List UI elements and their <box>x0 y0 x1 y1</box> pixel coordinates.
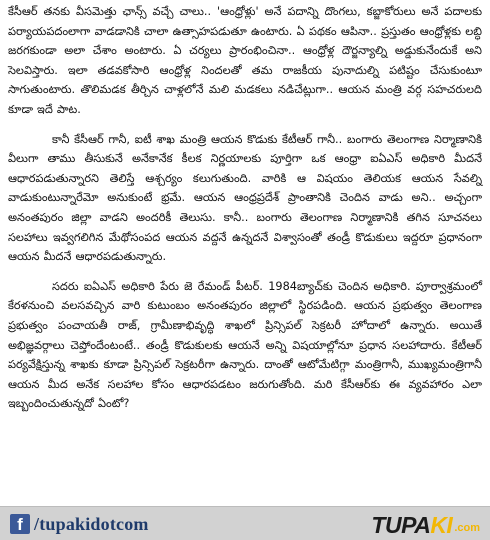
facebook-icon: f <box>10 514 30 534</box>
article-paragraph: కేసీఆర్ తనకు వీసమెత్తు ఛాన్స్ వచ్చే చాలు.. 'ఆంధ్రోళ్లు' అనే పదాన్ని దొంగలు, కబ్జాకోరులు అనే పదాలకు పర్యాయపదంలాగా వాడడానికి చాలా ఉత్సాహపడుతూ ఉంటారు. ఏ పథకం ఆపినా.. ప్రస్తుతం ఆంధ్రోళ్లకు లబ్ధి జరగకుండా అలా చేశాం అంటారు. ఏ చర్యలు ప్రారంభించినా.. ఆంధ్రోళ్ల దౌర్జన్యాల్ని అడ్డుకునేందుకే అని సెలవిస్తారు. ఇలా తడవకోసారి ఆంధ్రోళ్ల నిందలతో తమ రాజకీయ పునాదుల్ని పటిష్టం చేసుకుంటూ సాగుతుంటారు. తొలిమడక తీర్చిన చాళ్లలోనే మలి మడకలు నడిచేట్లుగా.. ఆయన మంత్రి వర్గ సహచరులది కూడా ఇదే పాట. <box>8 5 482 116</box>
brand-name <box>371 513 452 537</box>
brand-logo <box>371 511 480 537</box>
brand-name-part2: KI <box>430 512 453 538</box>
footer-bar <box>0 506 490 540</box>
article-paragraph: కానీ కేసీఆర్ గానీ, ఐటీ శాఖ మంత్రి ఆయన కొడుకు కేటీఆర్ గానీ.. బంగారు తెలంగాణ నిర్మాణానికి వీలుగా తాము తీసుకునే అనేకానేక కీలక నిర్ణయాలకు పూర్తిగా ఒక ఆంధ్రా ఐఏఎస్ అధికారి మీదనే ఆధారపడుతున్నారని తెలిస్తే ఆశ్చర్యం కలుగుతుంది. వారికి ఆ విషయం తెలియక ఆయన సేవల్ని వాడుకుంటున్నారేమో అనుకుంటే భ్రమే. ఆయన ఆంధ్రప్రదేశ్ ప్రాంతానికి చెందిన వాడు అని.. అచ్చంగా అనంతపురం జిల్లా వాడని అందరికీ తెలుసు. కానీ.. బంగారు తెలంగాణ నిర్మాణానికి తగిన సూచనలు సలహాలు ఇవ్వగలిగిన మేథోసంపద ఆయన వద్దనే ఉన్నదనే విశ్వాసంతో తండ్రీ కొడుకులు ఇద్దరూ ప్రధానంగా ఆయన మీదనే ఆధారపడుతున్నారు. <box>8 132 482 264</box>
article-paragraph: సదరు ఐఏఎస్ అధికారి పేరు జె రేమండ్ పీటర్. 1984బ్యాచ్‌కు చెందిన అధికారి. పూర్వాశ్రమంలో కేరళనుంచి వలసవచ్చిన వారి కుటుంబం అనంతపురం జిల్లాలో స్థిరపడింది. ఆయన ప్రభుత్వం తెలంగాణ ప్రభుత్వం పంచాయతీ రాజ్, గ్రామీణాభివృద్ధి శాఖలో ప్రిన్సిపల్ సెక్రటరీ హోదాలో ఉన్నారు. అయితే అభిజ్ఞవర్గాలు చెప్తోందేంటంటే.. తండ్రీ కొడుకులకు ఆయనే అన్ని విషయాల్లోనూ ప్రధాన సలహాదారు. కేటీఆర్ పర్యవేక్షిస్తున్న శాఖకు కూడా ప్రిన్సిపల్ సెక్రటరీగా ఉన్నారు. దాంతో ఆటోమేటిగ్గా మంత్రిగానీ, ముఖ్యమంత్రిగానీ ఆయన మీద అనేక సలహాల కోసం ఆధారపడటం జరుగుతోంది. మరి కేసీఆర్‌కు ఈ వ్యవహారం ఎలా ఇబ్బందించుతున్నదో ఏంటో? <box>8 279 482 411</box>
social-handle: /tupakidotcom <box>34 513 149 534</box>
facebook-link[interactable] <box>10 513 149 535</box>
brand-suffix: .com <box>454 522 480 534</box>
brand-name-part1: TUPA <box>371 512 431 538</box>
